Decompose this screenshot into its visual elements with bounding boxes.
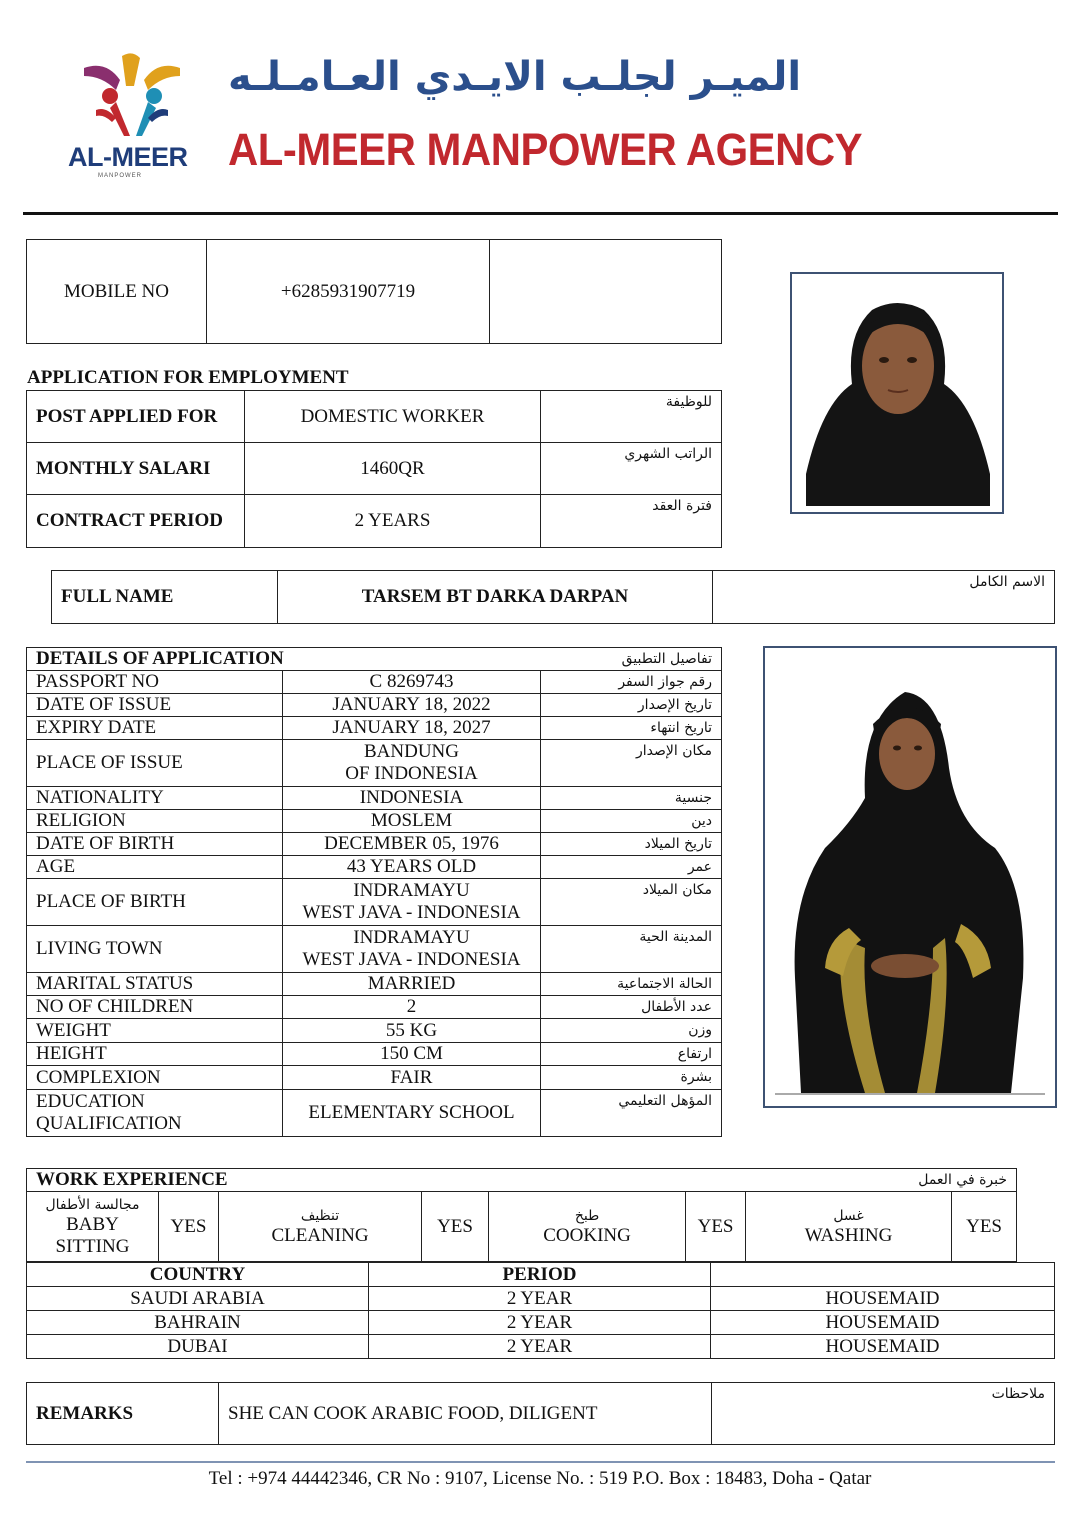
details-heading-row [27,648,722,671]
history-position: HOUSEMAID [711,1335,1055,1359]
skill-arabic-label: تنظيف [300,1207,340,1224]
application-arabic-label: فترة العقد [541,495,722,548]
details-label: HEIGHT [27,1043,283,1066]
details-value: 43 YEARS OLD [283,856,541,879]
details-row [27,833,722,856]
application-heading: APPLICATION FOR EMPLOYMENT [27,367,349,388]
details-row [27,1090,722,1137]
full-body-photo [763,646,1057,1108]
footer-contact: Tel : +974 44442346, CR No : 9107, License No. : 519 P.O. Box : 18483, Doha - Qatar [208,1468,872,1489]
details-label: PASSPORT NO [27,671,283,694]
history-row [27,1287,1055,1311]
skill-arabic-label: طبخ [574,1207,600,1224]
application-label: MONTHLY SALARI [27,443,245,495]
details-label: DATE OF BIRTH [27,833,283,856]
full-name-value: TARSEM BT DARKA DARPAN [278,571,713,624]
application-row [27,495,722,548]
details-arabic-label: بشرة [541,1066,722,1090]
details-value: MARRIED [283,973,541,996]
mobile-label: MOBILE NO [27,240,207,344]
history-period: 2 YEAR [369,1311,711,1335]
history-country: SAUDI ARABIA [27,1287,369,1311]
details-value: JANUARY 18, 2027 [283,717,541,740]
details-arabic-label: عمر [541,856,722,879]
skill-cell-washing [746,1192,952,1262]
details-row [27,879,722,926]
history-row [27,1335,1055,1359]
details-label: WEIGHT [27,1019,283,1043]
details-row [27,694,722,717]
details-value: INDONESIA [283,787,541,810]
history-period: 2 YEAR [369,1335,711,1359]
application-arabic-label: للوظيفة [541,391,722,443]
details-value: 150 CM [283,1043,541,1066]
details-row [27,671,722,694]
skill-cell-cooking [489,1192,686,1262]
details-value: ELEMENTARY SCHOOL [283,1090,541,1137]
details-arabic-label: مكان الإصدار [541,740,722,787]
application-arabic-label: الراتب الشهري [541,443,722,495]
details-label: NO OF CHILDREN [27,996,283,1019]
full-name-label: FULL NAME [52,571,278,624]
details-row [27,740,722,787]
details-row [27,1019,722,1043]
application-label: CONTRACT PERIOD [27,495,245,548]
details-label: PLACE OF ISSUE [27,740,283,787]
application-value: 1460QR [245,443,541,495]
full-body-image [765,648,1055,1106]
header-divider [23,212,1058,215]
skill-value: YES [686,1192,746,1262]
mobile-extra-cell [490,240,722,344]
details-arabic-label: دين [541,810,722,833]
details-row [27,787,722,810]
details-heading-arabic: تفاصيل التطبيق [541,648,722,671]
skill-label: CLEANING [271,1224,369,1246]
details-arabic-label: وزن [541,1019,722,1043]
details-value: BANDUNG OF INDONESIA [283,740,541,787]
skill-label: WASHING [804,1224,893,1246]
skill-value: YES [159,1192,219,1262]
skill-arabic-label: غسل [833,1207,864,1224]
employment-history-table [26,1262,1055,1359]
full-name-table [51,570,1055,624]
details-label: MARITAL STATUS [27,973,283,996]
details-row [27,717,722,740]
details-arabic-label: عدد الأطفال [541,996,722,1019]
application-row [27,443,722,495]
agency-name-arabic: الميـر لجلـب الايـدي العـامـلـه [228,54,802,100]
application-row [27,391,722,443]
details-value: 55 KG [283,1019,541,1043]
history-position-header [711,1263,1055,1287]
details-arabic-label: المدينة الحية [541,926,722,973]
skill-value: YES [422,1192,489,1262]
details-value: JANUARY 18, 2022 [283,694,541,717]
application-value: 2 YEARS [245,495,541,548]
history-country: DUBAI [27,1335,369,1359]
details-label: EDUCATION QUALIFICATION [27,1090,283,1137]
details-value: 2 [283,996,541,1019]
details-arabic-label: رقم جواز السفر [541,671,722,694]
details-value: FAIR [283,1066,541,1090]
details-value: INDRAMAYU WEST JAVA - INDONESIA [283,926,541,973]
details-row [27,1066,722,1090]
details-label: EXPIRY DATE [27,717,283,740]
details-arabic-label: تاريخ الميلاد [541,833,722,856]
work-experience-table [26,1168,1017,1262]
details-arabic-label: جنسية [541,787,722,810]
history-position: HOUSEMAID [711,1287,1055,1311]
history-country-header: COUNTRY [27,1263,369,1287]
history-row [27,1311,1055,1335]
skill-label: BABY SITTING [55,1213,130,1257]
history-country: BAHRAIN [27,1311,369,1335]
details-arabic-label: تاريخ الإصدار [541,694,722,717]
details-value: C 8269743 [283,671,541,694]
details-arabic-label: مكان الميلاد [541,879,722,926]
details-label: RELIGION [27,810,283,833]
remarks-table [26,1382,1055,1445]
agency-logo-emblem [76,46,188,138]
work-experience-heading: WORK EXPERIENCE [27,1169,489,1192]
skill-cell-baby-sitting [27,1192,159,1262]
history-period: 2 YEAR [369,1287,711,1311]
details-value: MOSLEM [283,810,541,833]
details-arabic-label: المؤهل التعليمي [541,1090,722,1137]
details-label: AGE [27,856,283,879]
skill-label: COOKING [543,1224,631,1246]
remarks-arabic-label: ملاحظات [712,1383,1055,1445]
details-row [27,926,722,973]
history-period-header: PERIOD [369,1263,711,1287]
full-name-arabic-label: الاسم الكامل [713,571,1055,624]
mobile-value: +6285931907719 [207,240,490,344]
details-row [27,810,722,833]
skill-value: YES [952,1192,1017,1262]
skill-arabic-label: مجالسة الأطفال [45,1196,140,1213]
details-row [27,973,722,996]
details-arabic-label: تاريخ انتهاء [541,717,722,740]
skills-row [27,1192,1017,1262]
history-position: HOUSEMAID [711,1311,1055,1335]
remarks-label: REMARKS [27,1383,219,1445]
details-label: COMPLEXION [27,1066,283,1090]
details-label: NATIONALITY [27,787,283,810]
agency-name-english: AL-MEER MANPOWER AGENCY [228,124,863,175]
details-label: LIVING TOWN [27,926,283,973]
details-heading: DETAILS OF APPLICATION [27,648,541,671]
footer-divider [26,1461,1055,1463]
mobile-table [26,239,722,344]
details-row [27,856,722,879]
work-experience-heading-arabic: خبرة في العمل [489,1169,1017,1192]
details-table [26,647,722,1137]
work-experience-heading-row [27,1169,1017,1192]
details-arabic-label: ارتفاع [541,1043,722,1066]
details-value: DECEMBER 05, 1976 [283,833,541,856]
logo-subtext: MANPOWER [98,173,142,179]
logo-text: AL-MEER [68,142,188,172]
details-arabic-label: الحالة الاجتماعية [541,973,722,996]
details-row [27,1043,722,1066]
details-label: DATE OF ISSUE [27,694,283,717]
remarks-value: SHE CAN COOK ARABIC FOOD, DILIGENT [219,1383,712,1445]
application-table [26,390,722,548]
history-header-row [27,1263,1055,1287]
application-value: DOMESTIC WORKER [245,391,541,443]
passport-photo [790,272,1004,514]
application-label: POST APPLIED FOR [27,391,245,443]
details-row [27,996,722,1019]
portrait-image [792,274,1002,512]
details-value: INDRAMAYU WEST JAVA - INDONESIA [283,879,541,926]
skill-cell-cleaning [219,1192,422,1262]
details-label: PLACE OF BIRTH [27,879,283,926]
